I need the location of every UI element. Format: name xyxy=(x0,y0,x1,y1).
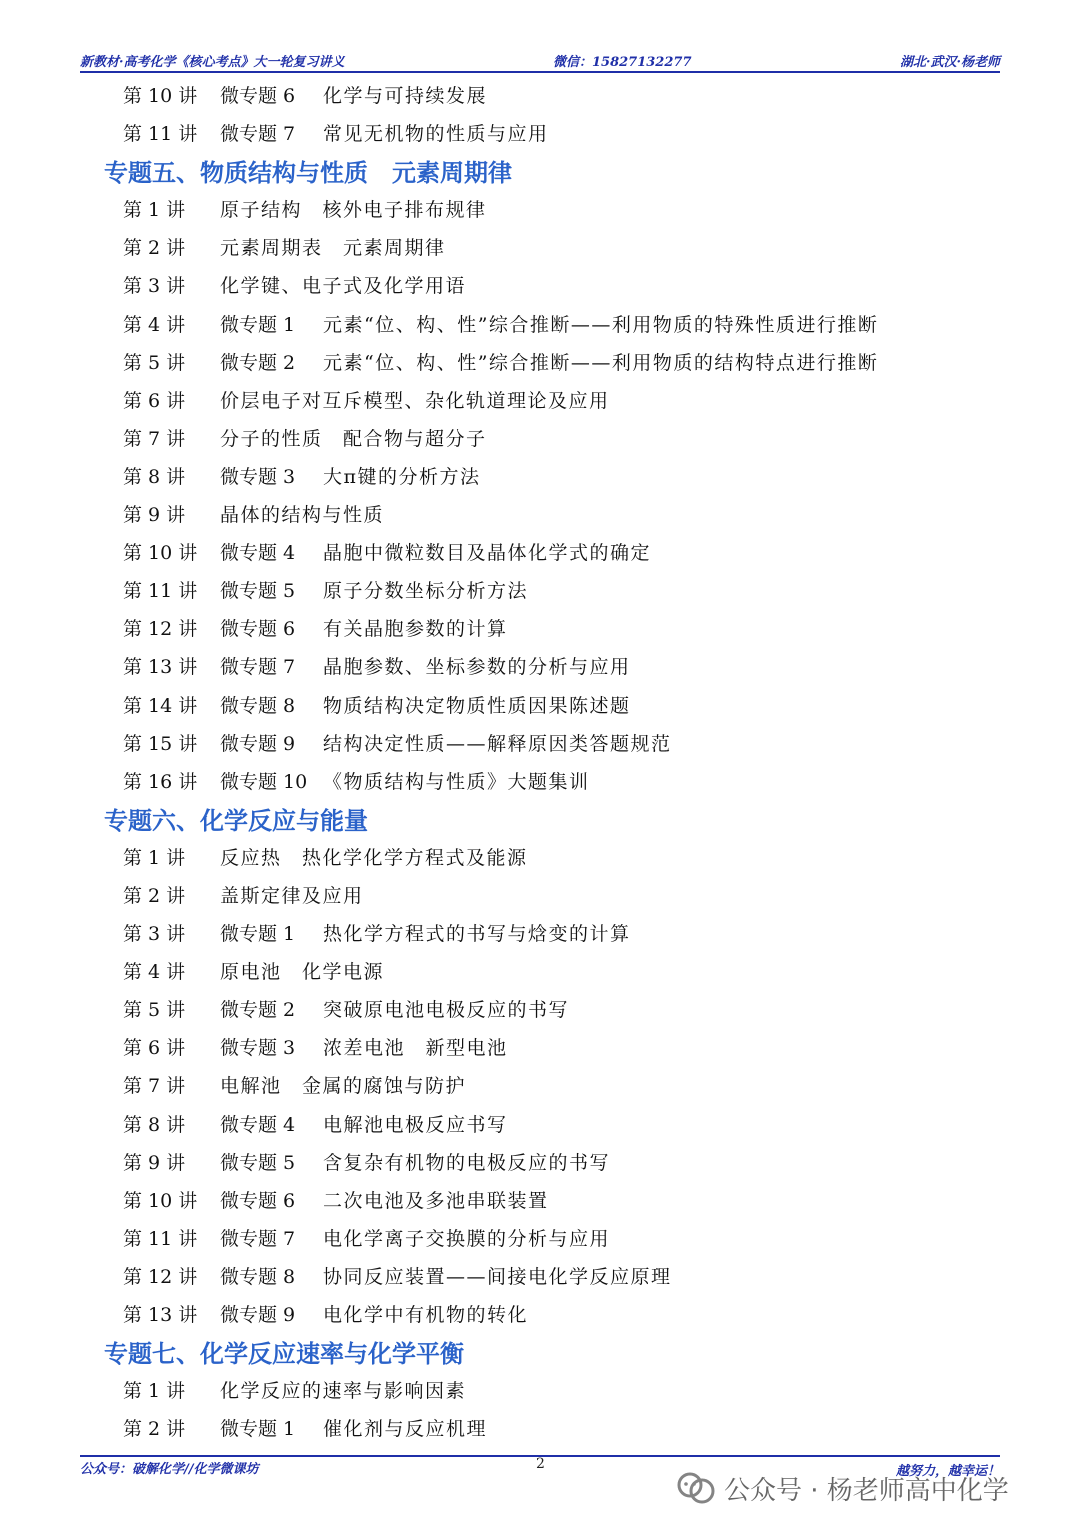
toc-entry xyxy=(0,910,1080,948)
lecture-title: 《物质结构与性质》大题集训 xyxy=(323,770,590,793)
lecture-number: 第 6 讲 xyxy=(123,389,186,412)
lecture-title: 原子分数坐标分析方法 xyxy=(323,580,529,603)
toc-entry xyxy=(0,110,1080,148)
lecture-number: 第 3 讲 xyxy=(123,275,186,298)
micro-topic-label: 微专题 1 xyxy=(220,313,296,336)
lecture-title: 化学键、电子式及化学用语 xyxy=(220,275,467,298)
lecture-number: 第 14 讲 xyxy=(123,694,198,717)
lecture-number: 第 2 讲 xyxy=(123,237,186,260)
lecture-number: 第 10 讲 xyxy=(123,1189,198,1212)
toc-entry xyxy=(0,529,1080,567)
toc-entry xyxy=(0,1177,1080,1215)
header-author: 湖北·武汉·杨老师 xyxy=(899,55,1000,70)
toc-entry xyxy=(0,834,1080,872)
header-wechat: 微信：15827132277 xyxy=(552,55,692,70)
section-heading xyxy=(0,148,1080,186)
lecture-title: 原子结构 核外电子排布规律 xyxy=(220,199,487,222)
lecture-number: 第 7 讲 xyxy=(123,427,186,450)
micro-topic-label: 微专题 3 xyxy=(220,1037,296,1060)
micro-topic-label: 微专题 5 xyxy=(220,580,296,603)
watermark-text: 公众号 · 杨老师高中化学 xyxy=(724,1475,1009,1506)
lecture-number: 第 10 讲 xyxy=(123,542,198,565)
micro-topic-label: 微专题 6 xyxy=(220,618,296,641)
lecture-number: 第 1 讲 xyxy=(123,1380,186,1403)
toc-entry xyxy=(0,1405,1080,1443)
micro-topic-label: 微专题 8 xyxy=(220,694,296,717)
lecture-title: 电化学中有机物的转化 xyxy=(323,1304,529,1326)
table-of-contents xyxy=(0,72,1080,1443)
header-title: 新教材·高考化学《核心考点》大一轮复习讲义 xyxy=(80,55,345,70)
lecture-number: 第 11 讲 xyxy=(123,123,198,146)
toc-entry xyxy=(0,1367,1080,1405)
lecture-title: 浓差电池 新型电池 xyxy=(323,1037,508,1060)
lecture-number: 第 4 讲 xyxy=(123,313,186,336)
lecture-number: 第 15 讲 xyxy=(123,732,198,755)
page-header xyxy=(80,52,1000,70)
micro-topic-label: 微专题 1 xyxy=(220,923,296,946)
lecture-number: 第 2 讲 xyxy=(123,1418,186,1441)
section-title: 专题七、化学反应速率与化学平衡 xyxy=(104,1340,464,1369)
micro-topic-label: 微专题 7 xyxy=(220,1227,296,1250)
lecture-title: 结构决定性质——解释原因类答题规范 xyxy=(323,732,672,755)
toc-entry xyxy=(0,948,1080,986)
micro-topic-label: 微专题 10 xyxy=(220,770,308,793)
toc-entry xyxy=(0,339,1080,377)
toc-entry xyxy=(0,1062,1080,1100)
lecture-title: 价层电子对互斥模型、杂化轨道理论及应用 xyxy=(220,389,610,412)
lecture-number: 第 13 讲 xyxy=(123,656,198,679)
toc-entry xyxy=(0,986,1080,1024)
lecture-title: 晶体的结构与性质 xyxy=(220,504,385,527)
lecture-title: 催化剂与反应机理 xyxy=(323,1418,488,1441)
lecture-number: 第 10 讲 xyxy=(123,85,198,107)
lecture-title: 化学与可持续发展 xyxy=(323,85,488,107)
lecture-number: 第 5 讲 xyxy=(123,999,186,1022)
toc-entry xyxy=(0,1253,1080,1291)
wechat-official-account-icon xyxy=(676,1471,716,1505)
micro-topic-label: 微专题 7 xyxy=(220,123,296,146)
lecture-title: 电解池 金属的腐蚀与防护 xyxy=(220,1075,467,1098)
micro-topic-label: 微专题 5 xyxy=(220,1151,296,1174)
lecture-number: 第 11 讲 xyxy=(123,580,198,603)
toc-entry xyxy=(0,643,1080,681)
lecture-number: 第 13 讲 xyxy=(123,1304,198,1326)
micro-topic-label: 微专题 8 xyxy=(220,1265,296,1288)
lecture-title: 分子的性质 配合物与超分子 xyxy=(220,427,487,450)
toc-entry xyxy=(0,415,1080,453)
toc-entry xyxy=(0,1139,1080,1177)
lecture-number: 第 11 讲 xyxy=(123,1227,198,1250)
lecture-number: 第 12 讲 xyxy=(123,1265,198,1288)
lecture-title: 大π键的分析方法 xyxy=(323,465,481,488)
micro-topic-label: 微专题 6 xyxy=(220,85,296,107)
toc-entry xyxy=(0,72,1080,110)
lecture-number: 第 6 讲 xyxy=(123,1037,186,1060)
lecture-title: 常见无机物的性质与应用 xyxy=(323,123,549,146)
lecture-title: 晶胞中微粒数目及晶体化学式的确定 xyxy=(323,542,652,565)
toc-entry xyxy=(0,758,1080,796)
footer-motto: 越努力，越幸运！ xyxy=(895,1464,1000,1479)
micro-topic-label: 微专题 6 xyxy=(220,1189,296,1212)
toc-entry xyxy=(0,1291,1080,1329)
toc-entry xyxy=(0,262,1080,300)
toc-entry xyxy=(0,682,1080,720)
lecture-number: 第 12 讲 xyxy=(123,618,198,641)
toc-entry xyxy=(0,1101,1080,1139)
micro-topic-label: 微专题 2 xyxy=(220,351,296,374)
lecture-title: 反应热 热化学化学方程式及能源 xyxy=(220,846,528,869)
footer-account: 公众号：破解化学//化学微课坊 xyxy=(80,1462,259,1477)
lecture-title: 含复杂有机物的电极反应的书写 xyxy=(323,1151,611,1174)
section-title: 专题五、物质结构与性质 元素周期律 xyxy=(104,159,512,188)
lecture-title: 元素“位、构、性”综合推断——利用物质的结构特点进行推断 xyxy=(323,351,879,374)
section-heading xyxy=(0,796,1080,834)
toc-entry xyxy=(0,567,1080,605)
micro-topic-label: 微专题 4 xyxy=(220,542,296,565)
lecture-title: 盖斯定律及应用 xyxy=(220,884,364,907)
lecture-title: 电解池电极反应书写 xyxy=(323,1113,508,1136)
toc-entry xyxy=(0,491,1080,529)
toc-entry xyxy=(0,872,1080,910)
lecture-title: 二次电池及多池串联装置 xyxy=(323,1189,549,1212)
lecture-number: 第 16 讲 xyxy=(123,770,198,793)
lecture-title: 电化学离子交换膜的分析与应用 xyxy=(323,1227,611,1250)
watermark xyxy=(676,1468,1009,1508)
lecture-title: 协同反应装置——间接电化学反应原理 xyxy=(323,1265,672,1288)
toc-entry xyxy=(0,224,1080,262)
lecture-number: 第 9 讲 xyxy=(123,504,186,527)
lecture-number: 第 2 讲 xyxy=(123,884,186,907)
lecture-number: 第 8 讲 xyxy=(123,465,186,488)
lecture-title: 化学反应的速率与影响因素 xyxy=(220,1380,467,1403)
lecture-number: 第 7 讲 xyxy=(123,1075,186,1098)
lecture-number: 第 4 讲 xyxy=(123,961,186,984)
toc-entry xyxy=(0,301,1080,339)
micro-topic-label: 微专题 7 xyxy=(220,656,296,679)
lecture-title: 原电池 化学电源 xyxy=(220,961,385,984)
micro-topic-label: 微专题 3 xyxy=(220,465,296,488)
lecture-number: 第 8 讲 xyxy=(123,1113,186,1136)
lecture-title: 元素周期表 元素周期律 xyxy=(220,237,446,260)
lecture-title: 有关晶胞参数的计算 xyxy=(323,618,508,641)
lecture-title: 热化学方程式的书写与焓变的计算 xyxy=(323,923,631,946)
micro-topic-label: 微专题 9 xyxy=(220,1304,296,1326)
lecture-title: 突破原电池电极反应的书写 xyxy=(323,999,570,1022)
toc-entry xyxy=(0,1215,1080,1253)
micro-topic-label: 微专题 2 xyxy=(220,999,296,1022)
lecture-title: 晶胞参数、坐标参数的分析与应用 xyxy=(323,656,631,679)
toc-entry xyxy=(0,1024,1080,1062)
section-title: 专题六、化学反应与能量 xyxy=(104,806,368,835)
section-heading xyxy=(0,1329,1080,1367)
lecture-title: 元素“位、构、性”综合推断——利用物质的特殊性质进行推断 xyxy=(323,313,879,336)
micro-topic-label: 微专题 1 xyxy=(220,1418,296,1441)
lecture-number: 第 9 讲 xyxy=(123,1151,186,1174)
toc-entry xyxy=(0,720,1080,758)
toc-entry xyxy=(0,377,1080,415)
lecture-number: 第 3 讲 xyxy=(123,923,186,946)
micro-topic-label: 微专题 4 xyxy=(220,1113,296,1136)
toc-entry xyxy=(0,605,1080,643)
toc-entry xyxy=(0,453,1080,491)
lecture-number: 第 5 讲 xyxy=(123,351,186,374)
lecture-number: 第 1 讲 xyxy=(123,199,186,222)
lecture-title: 物质结构决定物质性质因果陈述题 xyxy=(323,694,631,717)
page-number: 2 xyxy=(536,1456,545,1472)
lecture-number: 第 1 讲 xyxy=(123,846,186,869)
micro-topic-label: 微专题 9 xyxy=(220,732,296,755)
toc-entry xyxy=(0,186,1080,224)
